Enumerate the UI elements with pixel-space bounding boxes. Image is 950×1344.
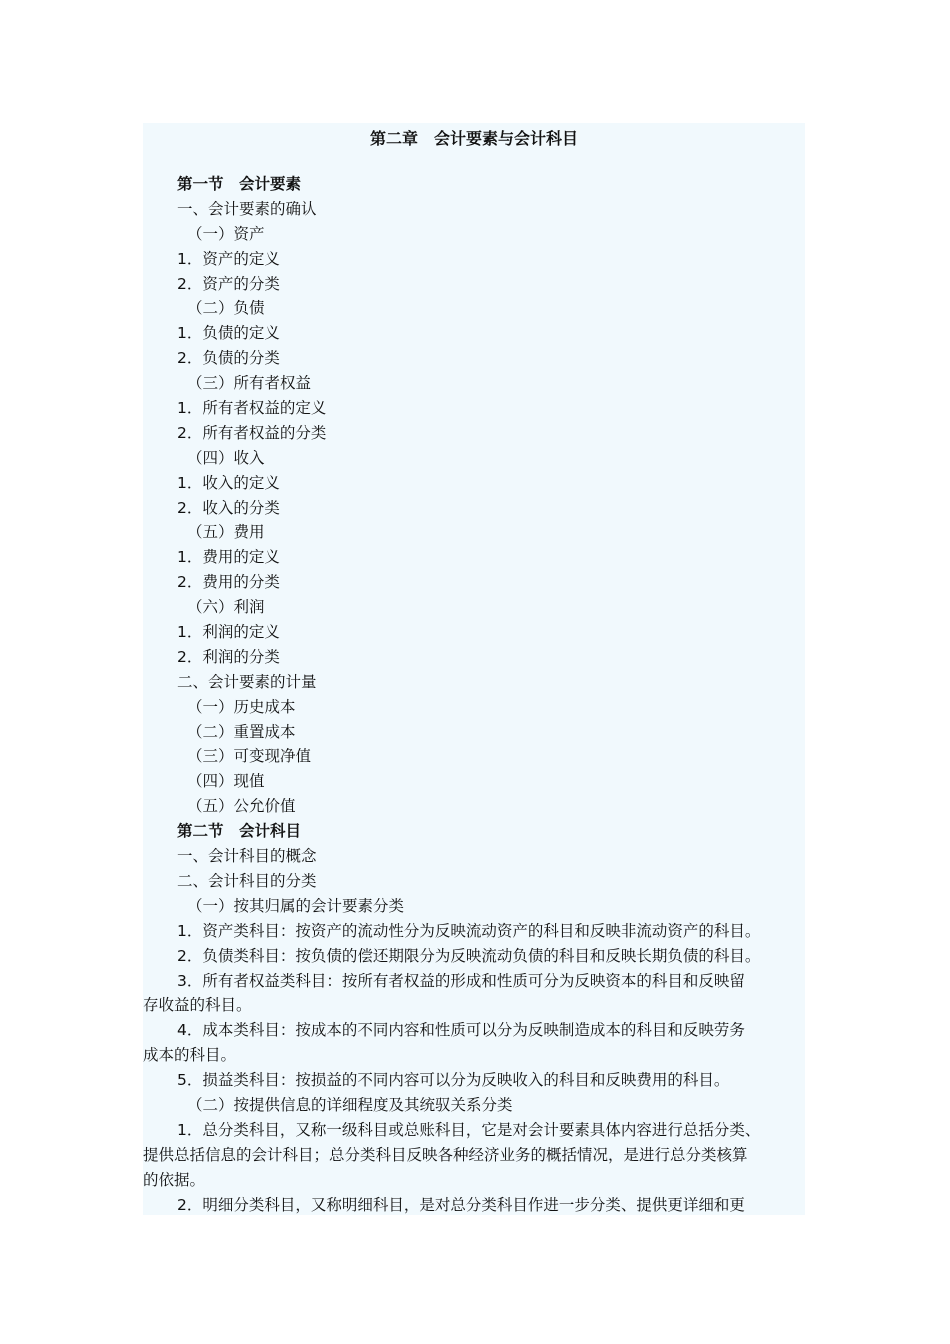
document-body (143, 172, 805, 1215)
text-line: （二）按提供信息的详细程度及其统驭关系分类 (187, 1095, 513, 1114)
chapter-title: 第二章 会计要素与会计科目 (369, 129, 578, 148)
text-line: （三）所有者权益 (187, 374, 312, 393)
section-heading: 第二节 会计科目 (177, 822, 302, 841)
text-line: 1．负债的定义 (177, 324, 280, 343)
text-line: 5．损益类科目：按损益的不同内容可以分为反映收入的科目和反映费用的科目。 (177, 1071, 730, 1090)
text-line: 1．资产的定义 (177, 249, 280, 268)
document-page (143, 123, 805, 1215)
text-line: 2．收入的分类 (177, 498, 280, 517)
text-line: 成本的科目。 (143, 1046, 237, 1065)
text-line: 2．利润的分类 (177, 647, 280, 666)
text-line: 一、会计科目的概念 (177, 847, 317, 866)
text-line: 1．收入的定义 (177, 473, 280, 492)
text-line: （二）重置成本 (187, 722, 296, 741)
text-line: （一）历史成本 (187, 697, 296, 716)
text-line: 一、会计要素的确认 (177, 199, 317, 218)
text-line: （一）资产 (187, 224, 265, 243)
text-line: 4．成本类科目：按成本的不同内容和性质可以分为反映制造成本的科目和反映劳务 (177, 1021, 745, 1040)
text-line: 1．利润的定义 (177, 623, 280, 642)
text-line: 2．所有者权益的分类 (177, 423, 327, 442)
text-line: 1．总分类科目，又称一级科目或总账科目，它是对会计要素具体内容进行总括分类、 (177, 1120, 761, 1139)
text-line: 2．资产的分类 (177, 274, 280, 293)
text-line: 1．资产类科目：按资产的流动性分为反映流动资产的科目和反映非流动资产的科目。 (177, 921, 761, 940)
text-line: 2．费用的分类 (177, 573, 280, 592)
text-line: （三）可变现净值 (187, 747, 312, 766)
text-line: （六）利润 (187, 598, 265, 617)
text-line: （二）负债 (187, 299, 265, 318)
text-line: （五）公允价值 (187, 797, 296, 816)
section-heading: 第一节 会计要素 (177, 175, 302, 193)
text-line: 1．费用的定义 (177, 548, 280, 567)
text-line: （四）现值 (187, 772, 265, 791)
text-line: 的依据。 (143, 1170, 206, 1189)
text-line: 二、会计科目的分类 (177, 871, 317, 890)
text-line: （五）费用 (187, 523, 265, 542)
text-line: 2．负债的分类 (177, 349, 280, 368)
text-line: 1．所有者权益的定义 (177, 399, 327, 418)
text-line: 二、会计要素的计量 (177, 672, 317, 691)
text-line: （四）收入 (187, 448, 265, 467)
text-line: 3．所有者权益类科目：按所有者权益的形成和性质可分为反映资本的科目和反映留 (177, 971, 745, 990)
text-line: 2．明细分类科目，又称明细科目，是对总分类科目作进一步分类、提供更详细和更 (177, 1195, 745, 1214)
text-line: 2．负债类科目：按负债的偿还期限分为反映流动负债的科目和反映长期负债的科目。 (177, 946, 761, 965)
text-line: 存收益的科目。 (143, 996, 252, 1015)
text-line: （一）按其归属的会计要素分类 (187, 896, 405, 915)
text-line: 提供总括信息的会计科目；总分类科目反映各种经济业务的概括情况，是进行总分类核算 (143, 1145, 748, 1164)
